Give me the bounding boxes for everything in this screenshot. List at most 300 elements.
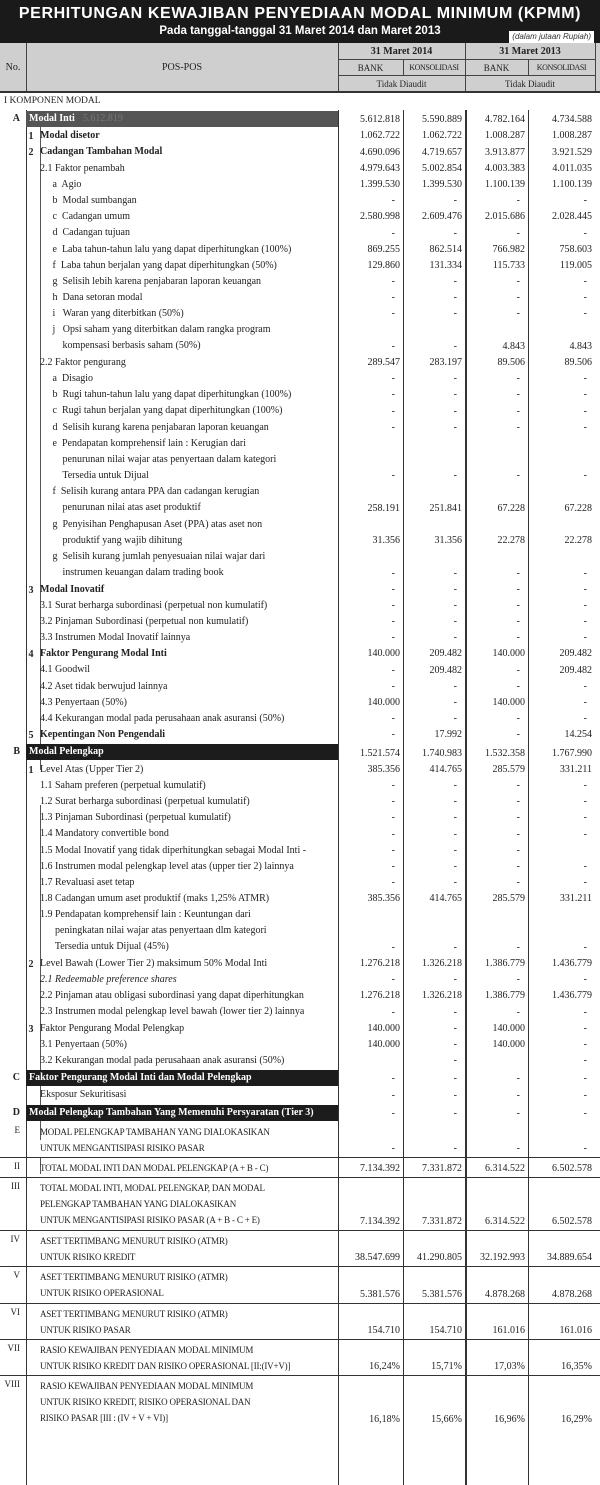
- row-label-line: f Selisih kurang antara PPA dan cadangan kerugian: [40, 486, 260, 498]
- row-label: [40, 826, 338, 842]
- row-value: 22.278: [564, 535, 592, 547]
- row-number: D: [12, 1106, 20, 1118]
- row-label: [40, 1021, 338, 1037]
- row-value: 16,35%: [561, 1361, 592, 1373]
- row-value: 2.015.686: [485, 211, 525, 223]
- row-value: -: [583, 680, 587, 692]
- row-label-line: b Rugi tahun-tahun lalu yang dapat diperhitungkan (100%): [40, 389, 292, 401]
- row-label-line: 3.1 Surat berharga subordinasi (perpetual non kumulatif): [40, 599, 268, 611]
- row-label: [40, 322, 338, 354]
- table-row: [0, 598, 600, 614]
- row-value: 1.326.218: [422, 990, 462, 1002]
- table-row: [0, 242, 600, 258]
- row-label: [40, 193, 338, 209]
- row-value: -: [583, 227, 587, 239]
- col-header-bank-2013: BANK: [483, 62, 510, 73]
- row-value: 154.710: [429, 1325, 462, 1337]
- row-value: -: [391, 616, 395, 628]
- row-value: -: [453, 713, 457, 725]
- row-value: -: [516, 632, 520, 644]
- row-sub-number: 2: [28, 958, 34, 970]
- divider: [595, 43, 596, 91]
- row-value: -: [583, 812, 587, 824]
- row-value: -: [583, 941, 587, 953]
- row-value: -: [583, 1089, 587, 1101]
- row-value: -: [583, 697, 587, 709]
- col-header-konsolidasi-2013: KONSOLIDASI: [536, 63, 587, 72]
- table-row: [0, 177, 600, 193]
- row-value: 758.603: [559, 243, 592, 255]
- row-value: -: [516, 1143, 520, 1155]
- row-value: 4.843: [569, 340, 592, 352]
- row-value: -: [453, 599, 457, 611]
- row-label-line: 2.3 Instrumen modal pelengkap level bawah (lower tier 2) lainnya: [40, 1006, 305, 1018]
- row-label-line: 4.1 Goodwil: [40, 664, 90, 676]
- row-label-line: 2.1 Faktor penambah: [40, 162, 125, 174]
- row-value: 331.211: [559, 893, 592, 905]
- row-value: -: [391, 276, 395, 288]
- row-label-line: Tersedia untuk Dijual: [40, 469, 149, 481]
- row-label: [40, 161, 338, 177]
- row-value: 289.547: [367, 357, 400, 369]
- row-value: -: [453, 697, 457, 709]
- col-header-pos: POS-POS: [161, 61, 203, 73]
- table-row: [0, 1053, 600, 1069]
- row-value: -: [516, 779, 520, 791]
- table-row: [0, 274, 600, 290]
- row-value: 5.612.818: [360, 114, 400, 126]
- row-value: 385.356: [367, 763, 400, 775]
- row-value: 258.191: [367, 502, 400, 514]
- row-label: [40, 128, 338, 144]
- row-value: 209.482: [559, 648, 592, 660]
- row-value: 15,66%: [431, 1414, 462, 1426]
- row-value: -: [583, 470, 587, 482]
- row-value: 17,03%: [494, 1361, 525, 1373]
- table-row: [0, 794, 600, 810]
- section-bar: [26, 111, 338, 127]
- row-value: 6.502.578: [552, 1215, 592, 1227]
- row-label: [40, 1269, 338, 1301]
- row-value: -: [453, 1073, 457, 1085]
- row-label-line: 1.9 Pendapatan komprehensif lain : Keuntungan dari: [40, 909, 251, 921]
- row-value: -: [453, 308, 457, 320]
- row-value: -: [391, 828, 395, 840]
- row-label: [40, 646, 338, 662]
- row-value: -: [583, 308, 587, 320]
- row-value: -: [391, 227, 395, 239]
- section-bar: [26, 744, 338, 760]
- row-value: -: [391, 941, 395, 953]
- row-value: 4.011.035: [552, 162, 592, 174]
- row-number: E: [14, 1124, 20, 1135]
- row-value: -: [453, 1107, 457, 1119]
- row-value: -: [391, 796, 395, 808]
- table-row: [0, 403, 600, 419]
- table-row: [0, 110, 600, 128]
- row-value: -: [391, 860, 395, 872]
- row-label: [40, 598, 338, 614]
- row-value: 4.734.588: [552, 114, 592, 126]
- row-label: [40, 582, 338, 598]
- row-value: 140.000: [367, 697, 400, 709]
- row-value: 1.399.530: [360, 178, 400, 190]
- row-value: -: [516, 470, 520, 482]
- row-value: -: [516, 713, 520, 725]
- row-number: A: [12, 113, 20, 124]
- row-label-line: penurunan nilai wajar atas penyertaan dalam kategori: [40, 453, 277, 465]
- row-value: -: [453, 1055, 457, 1067]
- row-value: 1.100.139: [552, 178, 592, 190]
- row-value: -: [391, 1143, 395, 1155]
- divider: [26, 43, 27, 91]
- row-value: -: [583, 1107, 587, 1119]
- row-value: 154.710: [367, 1325, 400, 1337]
- table-header: [0, 43, 600, 93]
- row-value: 6.314.522: [485, 1215, 525, 1227]
- row-label: [40, 549, 338, 581]
- table-row: [0, 988, 600, 1004]
- row-value: 4.878.268: [485, 1288, 525, 1300]
- row-label-line: RASIO KEWAJIBAN PENYEDIAAN MODAL MINIMUM: [40, 1381, 254, 1392]
- row-sub-number: 4: [28, 649, 34, 661]
- row-value: -: [516, 729, 520, 741]
- table-row: [0, 193, 600, 209]
- row-number: VI: [10, 1306, 20, 1317]
- row-value: 4.979.643: [360, 162, 400, 174]
- row-value: 1.436.779: [552, 990, 592, 1002]
- row-label-line: peningkatan nilai wajar atas penyertaan dlm kategori: [40, 925, 267, 937]
- row-value: -: [516, 941, 520, 953]
- row-value: -: [583, 877, 587, 889]
- row-number: IV: [10, 1233, 20, 1244]
- row-value: -: [516, 974, 520, 986]
- row-label: [40, 242, 338, 258]
- table-row: [0, 387, 600, 403]
- table-row: [0, 1104, 600, 1122]
- row-value: -: [453, 616, 457, 628]
- row-value: -: [516, 1073, 520, 1085]
- row-value: -: [583, 599, 587, 611]
- row-label: [40, 662, 338, 678]
- row-sub-number: 1: [28, 131, 34, 143]
- row-value: -: [516, 373, 520, 385]
- row-value: 1.386.779: [485, 958, 525, 970]
- row-value: -: [453, 877, 457, 889]
- row-label: [40, 274, 338, 290]
- row-label: [40, 972, 338, 988]
- row-number: B: [13, 746, 20, 758]
- row-label-line: 2.2 Pinjaman atau obligasi subordinasi yang dapat diperhitungkan: [40, 990, 304, 1002]
- row-value: 1.767.990: [552, 747, 592, 759]
- row-value: 131.334: [429, 259, 462, 271]
- row-value: 209.482: [559, 664, 592, 676]
- row-value: -: [453, 292, 457, 304]
- row-value: -: [391, 974, 395, 986]
- row-label-line: f Laba tahun berjalan yang dapat diperhitungkan (50%): [40, 259, 277, 271]
- row-value: -: [516, 860, 520, 872]
- table-row: [0, 1069, 600, 1087]
- row-value: -: [453, 373, 457, 385]
- row-value: -: [453, 276, 457, 288]
- row-value: 38.547.699: [355, 1252, 400, 1264]
- row-value: -: [391, 567, 395, 579]
- row-value: 7.331.872: [422, 1215, 462, 1227]
- table-row: [0, 907, 600, 956]
- table-row: [0, 1021, 600, 1037]
- row-value: -: [453, 941, 457, 953]
- table-row: [0, 1178, 600, 1230]
- table-row: [0, 778, 600, 794]
- row-label: [40, 436, 338, 484]
- table-row: [0, 322, 600, 354]
- kpmm-table-body: [0, 93, 600, 110]
- row-label-line: d Cadangan tujuan: [40, 227, 130, 239]
- row-number: III: [11, 1181, 20, 1192]
- row-value: -: [391, 812, 395, 824]
- row-label-line: 1.2 Surat berharga subordinasi (perpetual kumulatif): [40, 795, 250, 807]
- row-value: -: [516, 227, 520, 239]
- row-label-line: UNTUK RISIKO KREDIT, RISIKO OPERASIONAL DAN: [40, 1397, 251, 1408]
- table-row: [0, 144, 600, 160]
- row-label: [40, 1004, 338, 1020]
- row-value: 2.580.998: [360, 211, 400, 223]
- row-value: -: [583, 632, 587, 644]
- row-value: 140.000: [367, 648, 400, 660]
- row-label-line: Faktor Pengurang Modal Inti: [40, 648, 167, 660]
- row-label-line: Tersedia untuk Dijual (45%): [40, 941, 169, 953]
- row-value: 41.290.805: [417, 1252, 462, 1264]
- row-value: 285.579: [492, 893, 525, 905]
- divider: [338, 75, 595, 76]
- row-value: -: [516, 664, 520, 676]
- row-value: 140.000: [492, 1039, 525, 1050]
- table-row: [0, 679, 600, 695]
- table-row: [0, 161, 600, 177]
- row-value: -: [516, 599, 520, 611]
- row-value: 67.228: [497, 502, 525, 514]
- table-row: [0, 420, 600, 436]
- row-value: 140.000: [492, 648, 525, 660]
- col-header-2013: 31 Maret 2013: [499, 45, 561, 57]
- row-value: -: [453, 1143, 457, 1155]
- row-label-line: 3.2 Kekurangan modal pada perusahaan anak asuransi (50%): [40, 1055, 285, 1066]
- row-value: 766.982: [492, 243, 525, 255]
- divider: [528, 59, 529, 75]
- row-value: 5.381.576: [360, 1288, 400, 1300]
- row-value: -: [453, 389, 457, 401]
- section-heading: [0, 93, 600, 110]
- col-header-audit-2014: Tidak Diaudit: [376, 78, 427, 89]
- row-label-line: ASET TERTIMBANG MENURUT RISIKO (ATMR): [40, 1308, 228, 1319]
- divider: [403, 59, 404, 75]
- row-value: -: [583, 373, 587, 385]
- row-label-line: e Pendapatan komprehensif lain : Kerugian dari: [40, 437, 247, 449]
- row-value: -: [583, 779, 587, 791]
- row-value: -: [391, 421, 395, 433]
- row-value: 67.228: [564, 502, 592, 514]
- table-row: [0, 972, 600, 988]
- row-value: 251.841: [429, 502, 462, 514]
- row-value: -: [583, 616, 587, 628]
- row-value: -: [453, 860, 457, 872]
- row-value: -: [516, 421, 520, 433]
- table-row: [0, 517, 600, 549]
- row-label: [40, 679, 338, 695]
- row-value: -: [583, 796, 587, 808]
- kpmm-rows: [0, 110, 600, 1428]
- row-number: C: [12, 1072, 20, 1084]
- row-value: 1.436.779: [552, 958, 592, 970]
- row-value: 1.062.722: [422, 130, 462, 142]
- row-value: 22.278: [497, 535, 525, 547]
- row-value: 2.609.476: [422, 211, 462, 223]
- row-value: -: [583, 195, 587, 207]
- row-label-line: UNTUK RISIKO KREDIT: [40, 1251, 136, 1262]
- row-value: -: [516, 567, 520, 579]
- row-value: -: [583, 276, 587, 288]
- row-label-line: ASET TERTIMBANG MENURUT RISIKO (ATMR): [40, 1235, 228, 1246]
- col-header-konsolidasi-2014: KONSOLIDASI: [409, 63, 459, 72]
- row-value: -: [453, 227, 457, 239]
- row-sub-number: 3: [28, 584, 34, 596]
- row-value: 4.782.164: [485, 114, 525, 126]
- table-row: [0, 128, 600, 144]
- table-row: [0, 209, 600, 225]
- section-bar-label: Faktor Pengurang Modal Inti dan Modal Pelengkap: [29, 1072, 252, 1084]
- row-label-line: TOTAL MODAL INTI, MODAL PELENGKAP, DAN MODAL: [40, 1183, 265, 1194]
- table-row: [0, 956, 600, 972]
- row-value: -: [583, 389, 587, 401]
- table-row: [0, 1304, 600, 1339]
- row-value: -: [453, 1006, 457, 1018]
- row-sub-number: 2: [28, 147, 34, 159]
- unit-note: (dalam jutaan Rupiah): [509, 31, 594, 43]
- row-label-line: 4.3 Penyertaan (50%): [40, 696, 127, 708]
- row-label: [40, 1037, 338, 1053]
- row-value: -: [453, 1039, 457, 1050]
- row-label-line: Level Atas (Upper Tier 2): [40, 763, 144, 775]
- row-value: -: [516, 828, 520, 840]
- table-row: [0, 762, 600, 778]
- row-label-line: 4.2 Aset tidak berwujud lainnya: [40, 680, 168, 692]
- row-label-line: j Opsi saham yang diterbitkan dalam rangka program: [40, 324, 271, 336]
- row-value: -: [391, 877, 395, 889]
- table-row: [0, 711, 600, 727]
- table-row: [0, 662, 600, 678]
- row-value: -: [516, 308, 520, 320]
- row-value: -: [583, 1143, 587, 1155]
- row-value: 34.889.654: [547, 1252, 592, 1264]
- row-value: 89.506: [564, 357, 592, 369]
- row-label: [40, 695, 338, 711]
- row-value: -: [516, 680, 520, 692]
- table-row: [0, 614, 600, 630]
- col-header-no: No.: [5, 61, 21, 73]
- col-header-bank-2014: BANK: [357, 62, 384, 73]
- row-value: 4.843: [502, 340, 525, 352]
- row-value: 331.211: [559, 763, 592, 775]
- row-value: 209.482: [429, 648, 462, 660]
- row-label: [40, 225, 338, 241]
- row-number: V: [13, 1270, 20, 1281]
- row-value: -: [391, 1089, 395, 1101]
- table-row: [0, 875, 600, 891]
- row-value: -: [516, 583, 520, 595]
- row-label-line: 1.4 Mandatory convertible bond: [40, 828, 169, 840]
- row-value: 7.134.392: [360, 1215, 400, 1227]
- row-value: -: [583, 1055, 587, 1067]
- row-value: 5.381.576: [422, 1288, 462, 1300]
- row-label-line: c Cadangan umum: [40, 211, 130, 223]
- table-row: [0, 1231, 600, 1266]
- row-value: -: [453, 796, 457, 808]
- row-value: -: [583, 828, 587, 840]
- row-value: -: [391, 844, 395, 856]
- row-value: -: [453, 779, 457, 791]
- row-label: [40, 1053, 338, 1069]
- row-number: VII: [7, 1343, 20, 1354]
- row-value: -: [391, 1006, 395, 1018]
- row-label-line: UNTUK RISIKO PASAR: [40, 1324, 131, 1335]
- row-value: 31.356: [434, 535, 462, 547]
- row-label: [40, 177, 338, 193]
- row-label: [40, 258, 338, 274]
- row-label-line: UNTUK MENGANTISIPASI RISIKO PASAR: [40, 1142, 205, 1153]
- row-value: 1.100.139: [485, 178, 525, 190]
- row-label: [40, 956, 338, 972]
- row-value: 385.356: [367, 893, 400, 905]
- row-label: [40, 209, 338, 225]
- row-value: 1.326.218: [422, 958, 462, 970]
- row-value: -: [391, 340, 395, 352]
- row-label: [40, 387, 338, 403]
- row-value: -: [453, 828, 457, 840]
- row-label-line: Cadangan Tambahan Modal: [40, 146, 163, 158]
- row-value: 140.000: [367, 1022, 400, 1034]
- row-label: [40, 843, 338, 859]
- row-label-line: ASET TERTIMBANG MENURUT RISIKO (ATMR): [40, 1272, 228, 1283]
- row-value: -: [391, 195, 395, 207]
- row-value: -: [391, 664, 395, 676]
- row-label-line: g Selisih lebih karena penjabaran laporan keuangan: [40, 275, 262, 287]
- row-label: [40, 1306, 338, 1338]
- row-label-line: 4.4 Kekurangan modal pada perusahaan anak asuransi (50%): [40, 713, 285, 725]
- row-value: 7.134.392: [360, 1163, 400, 1175]
- row-value: -: [583, 421, 587, 433]
- row-value: -: [391, 729, 395, 741]
- row-value: 3.921.529: [552, 146, 592, 158]
- table-row: [0, 695, 600, 711]
- row-label: [40, 1233, 338, 1265]
- table-row: [0, 727, 600, 743]
- row-value: 89.506: [497, 357, 525, 369]
- row-label-line: Kepentingan Non Pengendali: [40, 729, 166, 741]
- row-value: -: [391, 779, 395, 791]
- table-row: [0, 371, 600, 387]
- row-label-line: 2.1 Redeemable preference shares: [40, 974, 177, 986]
- row-value: -: [583, 567, 587, 579]
- row-value: 32.192.993: [480, 1252, 525, 1264]
- row-value: 869.255: [367, 243, 400, 255]
- col-header-2014: 31 Maret 2014: [370, 45, 433, 57]
- row-value: -: [583, 1022, 587, 1034]
- row-label-line: g Selisih kurang jumlah penyesuaian nilai wajar dari: [40, 551, 266, 563]
- table-row: [0, 225, 600, 241]
- row-value: 115.733: [492, 259, 525, 271]
- table-row: [0, 1087, 600, 1103]
- table-row: [0, 290, 600, 306]
